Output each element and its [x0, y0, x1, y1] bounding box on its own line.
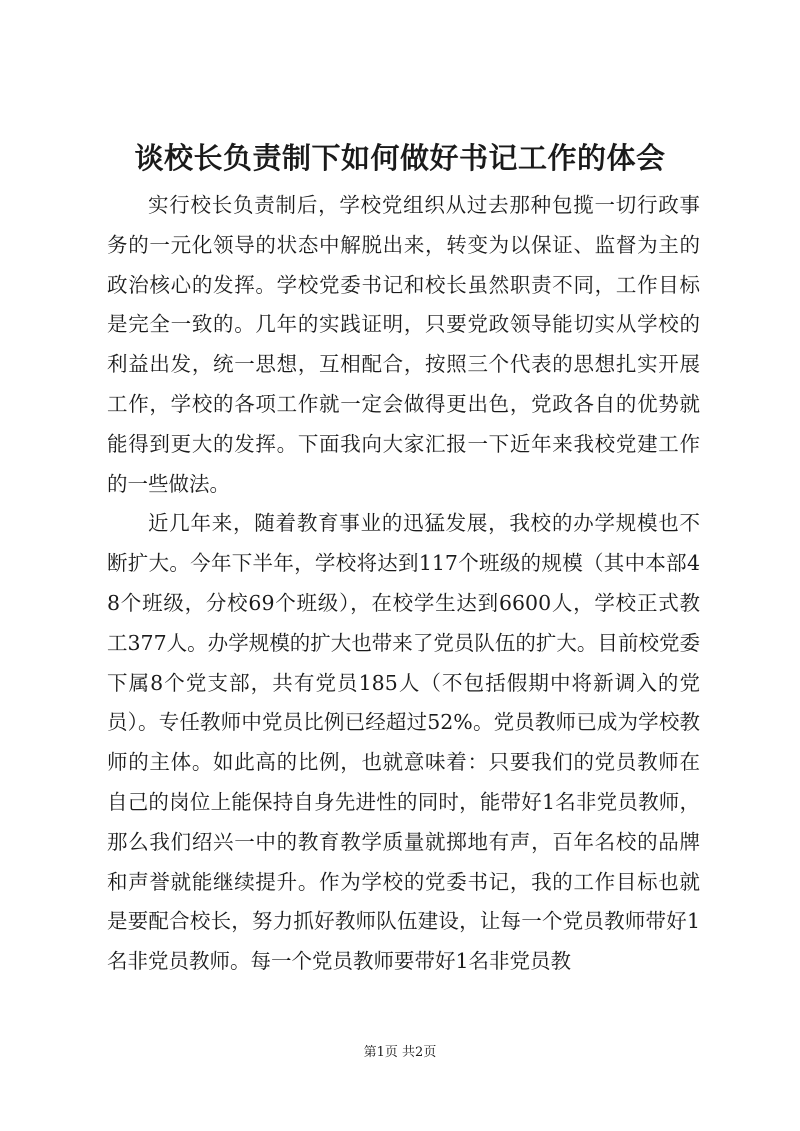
page-footer: 第1页 共2页	[363, 1045, 437, 1060]
paragraph-1: 实行校长负责制后，学校党组织从过去那种包揽一切行政事务的一元化领导的状态中解脱出来，转变为以保证、监督为主的政治核心的发挥。学校党委书记和校长虽然职责不同，工作目标是完全一致的。几年的实践证明，只要党政领导能切实从学校的利益出发，统一思想，互相配合，按照三个代表的思想扎实开展工作，学校的各项工作就一定会做得更出色，党政各自的优势就能得到更大的发挥。下面我向大家汇报一下近年来我校党建工作的一些做法。	[107, 193, 700, 496]
document-body	[107, 186, 700, 982]
document-title: 谈校长负责制下如何做好书记工作的体会	[134, 141, 666, 175]
paragraph-2: 近几年来，随着教育事业的迅猛发展，我校的办学规模也不断扩大。今年下半年，学校将达到117个班级的规模（其中本部48个班级，分校69个班级），在校学生达到6600人，学校正式教工377人。办学规模的扩大也带来了党员队伍的扩大。目前校党委下属8个党支部，共有党员185人（不包括假期中将新调入的党员）。专任教师中党员比例已经超过52%。党员教师已成为学校教师的主体。如此高的比例，也就意味着：只要我们的党员教师在自己的岗位上能保持自身先进性的同时，能带好1名非党员教师，那么我们绍兴一中的教育教学质量就掷地有声，百年名校的品牌和声誉就能继续提升。作为学校的党委书记，我的工作目标也就是要配合校长，努力抓好教师队伍建设，让每一个党员教师带好1名非党员教师。每一个党员教师要带好1名非党员教	[107, 511, 700, 974]
